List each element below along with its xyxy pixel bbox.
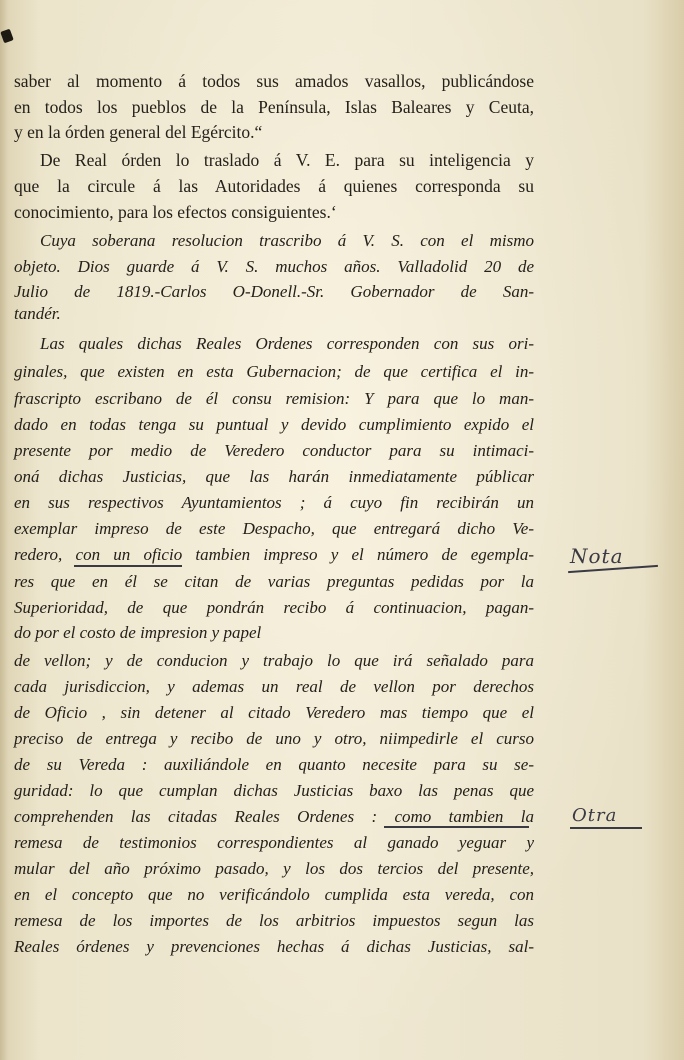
text-line: de vellon; y de conducion y trabajo lo que irá señalado para: [14, 651, 534, 670]
underline-mark: [74, 565, 182, 567]
text-line: oná dichas Justicias, que las harán inmediatamente públicar: [14, 467, 534, 486]
text-line: do por el costo de impresion y papel: [14, 623, 262, 642]
text-line: dado en todas tenga su puntual y devido cumplimiento expido el: [14, 415, 534, 434]
text-line: Las quales dichas Reales Ordenes corresponden con sus ori-: [40, 334, 534, 353]
text-line: Reales órdenes y prevenciones hechas á dichas Justicias, sal-: [14, 937, 534, 956]
text-line: conocimiento, para los efectos consiguientes.‘: [14, 202, 337, 222]
text-line: en todos los pueblos de la Península, Islas Baleares y Ceuta,: [14, 97, 534, 117]
text-line: remesa de testimonios correspondientes al ganado yeguar y: [14, 833, 534, 852]
text-line: saber al momento á todos sus amados vasallos, publicándose: [14, 71, 534, 91]
margin-note-nota: Nota: [570, 544, 624, 568]
text-line: redero, con un oficio tambien impreso y el número de egempla-: [14, 545, 534, 564]
margin-note-underline: [570, 827, 642, 829]
text-line: exemplar impreso de este Despacho, que entregará dicho Ve-: [14, 519, 534, 538]
text-line: Julio de 1819.-Carlos O-Donell.-Sr. Gobernador de San-: [14, 282, 534, 301]
text-line: cada jurisdiccion, y ademas un real de vellon por derechos: [14, 677, 534, 696]
text-line: guridad: lo que cumplan dichas Justicias baxo las penas que: [14, 781, 534, 800]
text-line: que la circule á las Autoridades á quienes corresponda su: [14, 176, 534, 196]
text-line: Cuya soberana resolucion trascribo á V. S. con el mismo: [40, 231, 534, 250]
text-line: presente por medio de Veredero conductor para su intimaci-: [14, 441, 534, 460]
text-line: de su Vereda : auxiliándole en quanto necesite para su se-: [14, 755, 534, 774]
text-line: objeto. Dios guarde á V. S. muchos años. Valladolid 20 de: [14, 257, 534, 276]
underline-mark: [384, 826, 529, 828]
text-line: preciso de entrega y recibo de uno y otro, niimpedirle el curso: [14, 729, 534, 748]
text-line: res que en él se citan de varias preguntas pedidas por la: [14, 572, 534, 591]
text-line: ginales, que existen en esta Gubernacion; de que certifica el in-: [14, 362, 534, 381]
text-line: en el concepto que no verificándolo cumplida esta vereda, con: [14, 885, 534, 904]
text-line: remesa de los importes de los arbitrios impuestos segun las: [14, 911, 534, 930]
page-edge: [0, 0, 8, 1060]
text-line: comprehenden las citadas Reales Ordenes : como tambien la: [14, 807, 534, 826]
text-line: frascripto escribano de él consu remision: Y para que lo man-: [14, 389, 534, 408]
text-line: tandér.: [14, 304, 61, 323]
margin-note-otra: Otra: [572, 805, 618, 826]
text-line: de Oficio , sin detener al citado Veredero mas tiempo que el: [14, 703, 534, 722]
text-line: De Real órden lo traslado á V. E. para su inteligencia y: [40, 150, 534, 170]
text-line: en sus respectivos Ayuntamientos ; á cuyo fin recibirán un: [14, 493, 534, 512]
text-line: y en la órden general del Egército.“: [14, 122, 263, 142]
text-line: Superioridad, de que pondrán recibo á continuacion, pagan-: [14, 598, 534, 617]
text-line: mular del año próximo pasado, y los dos tercios del presente,: [14, 859, 534, 878]
